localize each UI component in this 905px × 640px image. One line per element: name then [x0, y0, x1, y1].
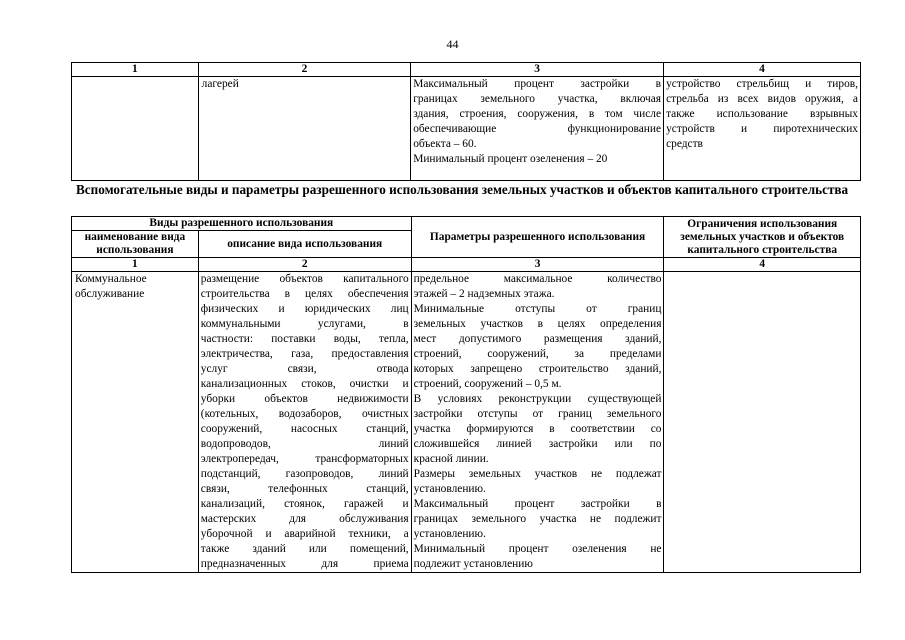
text-line: связи, телефонных станций, [200, 483, 409, 495]
column-number: 4 [664, 63, 861, 77]
text-line: электропередач, трансформаторных [200, 453, 409, 465]
header-restrictions: Ограничения использования земельных участков и объектов капитального строительства [664, 217, 861, 258]
text-line: также зданий или помещений, [200, 543, 409, 555]
text-line: объекта – 60. [413, 138, 477, 150]
text-line: размещение объектов капитального [200, 273, 409, 285]
text-line: земельных участков в целях определения [413, 318, 662, 330]
text-line: устройство стрельбищ и тиров, [666, 78, 858, 90]
text-line: сложившейся линией застройки или по [413, 438, 662, 450]
text-line: также использование взрывных [666, 108, 858, 120]
text-line: этажей – 2 надземных этажа. [413, 288, 555, 300]
text-line: предельное максимальное количество [413, 273, 662, 285]
cell-use-name: Коммунальное обслуживание [72, 272, 199, 573]
text-line: предназначенных для приема [200, 558, 409, 570]
text-line: подлежит установлению [413, 558, 533, 570]
text-line: Максимальный процент застройки в [413, 78, 662, 90]
column-number: 3 [411, 258, 664, 272]
text-line: мест допустимого размещения зданий, [413, 333, 662, 345]
text-line: Минимальный процент озеленения не [413, 543, 662, 555]
cell-use-description [198, 272, 411, 573]
text-line: средств [666, 138, 703, 150]
text-line: услуг связи, отвода [200, 363, 409, 375]
text-line: строений, сооружений – 0,5 м. [413, 378, 562, 390]
text-line: границах земельного участка, включая [413, 93, 662, 105]
text-line: сооружений, насосных станций, [200, 423, 409, 435]
cell-use-name [72, 77, 199, 181]
header-use-description: описание вида использования [198, 231, 411, 258]
table-row [72, 77, 861, 181]
text-line: уборочной и аварийной техники, а [200, 528, 409, 540]
text-line: строительства в целях обеспечения [200, 288, 409, 300]
text-line: участка формируются в соответствии со [413, 423, 662, 435]
text-line: В условиях реконструкции существующей [413, 393, 662, 405]
column-number: 4 [664, 258, 861, 272]
text-line: (котельных, водозаборов, очистных [200, 408, 409, 420]
text-line: границах земельного участка не подлежит [413, 513, 662, 525]
text-line: устройств и пиротехнических [666, 123, 858, 135]
text-line: Размеры земельных участков не подлежат [413, 468, 662, 480]
cell-parameters [411, 272, 664, 573]
column-numbers-row [72, 63, 861, 77]
page-number: 44 [446, 37, 459, 51]
section-heading: Вспомогательные виды и параметры разрешенного использования земельных участков и объектов капитального строительства [76, 182, 849, 197]
column-number: 3 [411, 63, 664, 77]
parameters-table-continued [71, 62, 861, 181]
text-line: Минимальные отступы от границ [413, 303, 662, 315]
cell-restrictions [664, 77, 861, 181]
text-line: установлению. [413, 528, 486, 540]
header-use-types: Виды разрешенного использования [72, 217, 412, 231]
text-line: канализационных стоков, очистки и [200, 378, 409, 390]
column-number: 2 [198, 258, 411, 272]
text-line: которых запрещено строительство зданий, [413, 363, 662, 375]
cell-restrictions [664, 272, 861, 573]
cell-parameters [411, 77, 664, 181]
text-line: частности: поставки воды, тепла, [200, 333, 409, 345]
text-line: физических и юридических лиц [200, 303, 409, 315]
text-line: коммунальными услугами, в [200, 318, 409, 330]
column-numbers-row [72, 258, 861, 272]
header-parameters: Параметры разрешенного использования [411, 217, 664, 258]
text-line: Максимальный процент застройки в [413, 498, 662, 510]
text-line: обеспечивающие функционирование [413, 123, 662, 135]
table-row [72, 272, 861, 573]
text-line: уборки объектов недвижимости [200, 393, 409, 405]
cell-use-description: лагерей [198, 77, 411, 181]
text-line: строений, сооружений, за пределами [413, 348, 662, 360]
text-line: стрельба из всех видов оружия, а [666, 93, 858, 105]
text-line: застройки отступы от границ земельного [413, 408, 662, 420]
text-line: здания, строения, сооружения, в том числе [413, 108, 662, 120]
auxiliary-uses-table [71, 216, 861, 573]
text-line: установлению. [413, 483, 486, 495]
text-line: красной линии. [413, 453, 489, 465]
column-number: 1 [72, 63, 199, 77]
header-row [72, 217, 861, 231]
text-line: водопроводов, линий [200, 438, 409, 450]
column-number: 1 [72, 258, 199, 272]
text-line: электричества, газа, предоставления [200, 348, 409, 360]
column-number: 2 [198, 63, 411, 77]
text-line: мастерских для обслуживания [200, 513, 409, 525]
text-line: Минимальный процент озеленения – 20 [413, 153, 608, 165]
text-line: канализаций, стоянок, гаражей и [200, 498, 409, 510]
text-line: подстанций, газопроводов, линий [200, 468, 409, 480]
header-use-name: наименование вида использования [72, 231, 199, 258]
